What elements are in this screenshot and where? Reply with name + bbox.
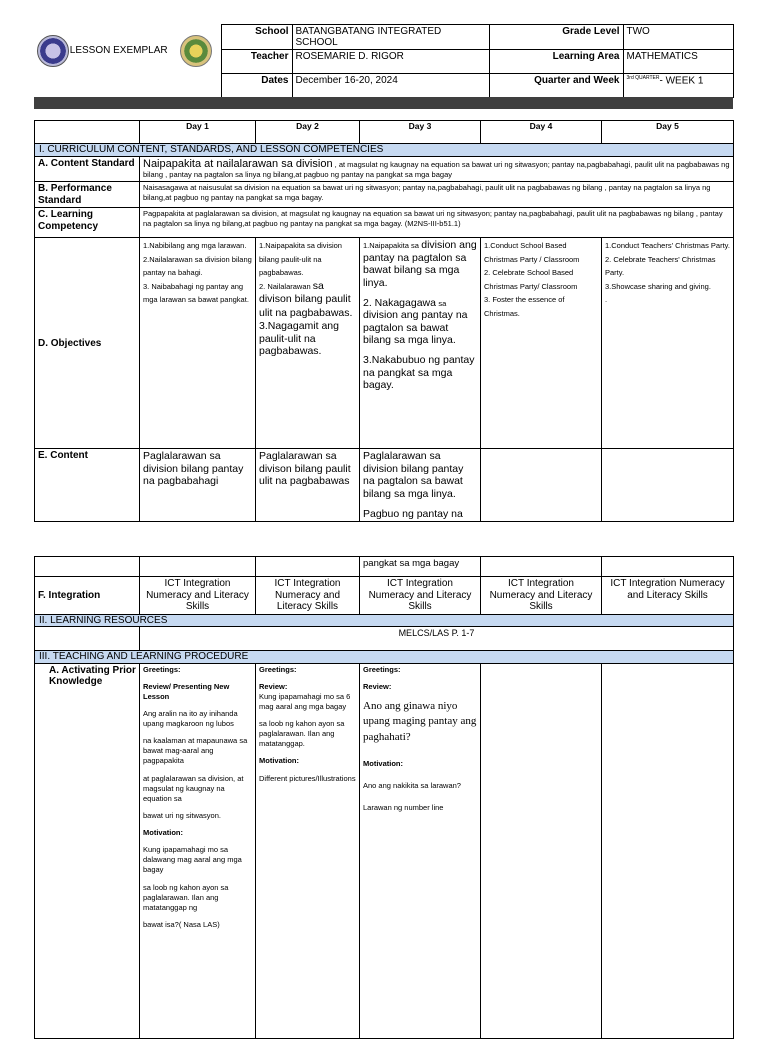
objective-day4-1: 1.Conduct School Based Christmas Party / Classroom [484,241,580,264]
d1-p7: bawat isa?( Nasa LAS) [143,919,220,929]
objectives-day5 [602,238,734,449]
continued-day2 [256,557,360,577]
activating-label: A. Activating Prior Knowledge [35,663,140,1038]
performance-standard-label: B. Performance Standard [35,182,140,208]
content-standard-label: A. Content Standard [35,156,140,182]
objectives-day1 [140,238,256,449]
learning-competency-value: Pagpapakita at paglalarawan sa division, at magsulat ng kaugnay na equation sa bawat uri ng sitwasyon; pantay na,pagbabahagi, paulit ulit na pagbabawas ng bilang , pantay na pagtalon sa linya ng bilang,at pagbuo ng pantay na pangkat sa mga bagay. (M2NS-III-b51.1) [140,208,734,238]
integration-day2: ICT Integration Numeracy and Literacy Skills [256,577,360,615]
teacher-value: ROSEMARIE D. RIGOR [292,50,489,74]
d3-p1: Ano ang nakikita sa larawan? [363,781,461,791]
objective-day3-1b: division ang pantay na pagtalon sa bawat bilang sa mga linya. [363,239,477,290]
d2-review: Review: [259,681,288,691]
section-curriculum-header: I. CURRICULUM CONTENT, STANDARDS, AND LESSON COMPETENCIES [35,144,734,157]
content-standard-rest: , at magsulat ng kaugnay na equation sa bawat uri ng sitwasyon; pantay na,pagbabahagi, paulit ulit na pagbabawas ng bilang , pantay na pagtalon sa linya ng bilang,at pagbuo ng pantay na pangkat sa mga bagay [143,159,730,180]
objectives-day3 [360,238,481,449]
quarter-rest: - WEEK 1 [659,75,704,87]
section-resources-header: II. LEARNING RESOURCES [35,614,734,627]
objective-day2-3: 3.Nagagamit ang paulit-ulit na pagbabawas. [259,320,339,358]
grade-level-label: Grade Level [489,25,623,50]
performance-standard-value: Naisasagawa at naisusulat sa division na equation sa bawat uri ng sitwasyon; pantay na,pagbabahagi, paulit ulit na pagbabawas ng bilang , pantay na pagtalon sa linya ng bilang,at pagbuo ng pantay na pangkat sa mga bagay. [140,182,734,208]
quarter-week-value [623,74,733,98]
objective-day5-1: 1.Conduct Teachers' Christmas Party. [605,241,730,251]
resources-label-cell [35,627,140,651]
content-day3 [360,449,481,522]
corner-cell [35,121,140,144]
content-standard-value [140,156,734,182]
d1-motivation: Motivation: [143,828,183,837]
integration-day4: ICT Integration Numeracy and Literacy Skills [481,577,602,615]
deped-seal-icon [37,35,69,67]
objective-day4-3: 3. Foster the essence of Christmas. [484,295,565,318]
objective-day5-4: . [605,295,608,305]
objective-day2-1: 1.Naipapakita sa division bilang paulit-ulit na pagbabawas. [259,241,342,278]
lesson-exemplar-title: LESSON EXEMPLAR [69,45,168,56]
activating-day3 [360,663,481,1038]
objective-day3-2b: sa [438,298,447,308]
learning-area-label: Learning Area [489,50,623,74]
continued-day5 [602,557,734,577]
d1-p3: at paglalarawan sa division, at magsulat ng kaugnay na equation sa [143,773,244,803]
d1-greetings: Greetings: [143,664,181,674]
quarter-week-label: Quarter and Week [489,74,623,98]
d2-p2: sa loob ng kahon ayon sa paglalarawan. Ilan ang matatanggap. [259,719,345,749]
integration-day1: ICT Integration Numeracy and Literacy Skills [140,577,256,615]
content-day2: Paglalarawan sa divison bilang paulit ulit na pagbabawas [256,449,360,522]
integration-label: F. Integration [35,577,140,615]
d1-p1: Ang aralin na ito ay inihanda upang magkaroon ng lubos [143,708,238,728]
objective-day3-1a: 1.Naipapakita sa [363,241,419,251]
objective-day1-3: 3. Naibabahagi ng pantay ang mga larawan sa bawat pangkat. [143,281,249,305]
day5-header: Day 5 [602,121,734,144]
day1-header: Day 1 [140,121,256,144]
objective-day3-3: 3.Nakabubuo ng pantay na pangkat sa mga bagay. [363,354,475,392]
content-standard-lead: Naipapakita at nailalarawan sa division [143,157,333,170]
learning-area-value: MATHEMATICS [623,50,733,74]
content-day4 [481,449,602,522]
school-value: BATANGBATANG INTEGRATED SCHOOL [292,25,489,50]
d1-p2: na kaalaman at mapaunawa sa bawat mag-aaral ang pagpapakita [143,736,248,766]
header-logo-area [34,25,221,98]
objective-day4-2: 2. Celebrate School Based Christmas Party/ Classroom [484,268,578,291]
d1-review: Review/ Presenting New Lesson [143,681,230,701]
school-label: School [221,25,292,50]
activating-day2 [256,663,360,1038]
content-day1: Paglalarawan sa division bilang pantay na pagbabahagi [140,449,256,522]
d1-p5: Kung ipapamahagi mo sa dalawang mag aaral ang mga bagay [143,845,242,875]
objectives-day4 [481,238,602,449]
d1-p4: bawat uri ng sitwasyon. [143,810,221,820]
dates-label: Dates [221,74,292,98]
day3-header: Day 3 [360,121,481,144]
school-seal-icon [180,35,212,67]
d3-greetings: Greetings: [363,664,401,674]
integration-day3: ICT Integration Numeracy and Literacy Skills [360,577,481,615]
objective-day2-2b: sa divison bilang paulit ulit na pagbabawas. [259,279,353,319]
dates-value: December 16-20, 2024 [292,74,489,98]
d3-motivation: Motivation: [363,758,403,768]
objective-day1-1: 1.Nabibilang ang mga larawan. [143,241,247,251]
lesson-table-part1 [34,120,734,522]
objective-day1-2: 2.Nailalarawan sa division bilang pantay na bahagi. [143,254,252,278]
d2-p1: Kung ipapamahagi mo sa 6 mag aaral ang mga bagay [259,691,351,711]
objective-day3-2a: 2. Nakagagawa [363,296,436,309]
continued-day4 [481,557,602,577]
activating-day4 [481,663,602,1038]
objective-day5-2: 2. Celebrate Teachers' Christmas Party. [605,254,716,278]
resources-value: MELCS/LAS P. 1-7 [140,627,734,651]
activating-day5 [602,663,734,1038]
objectives-day2 [256,238,360,449]
section-procedure-header: III. TEACHING AND LEARNING PROCEDURE [35,651,734,664]
content-day3-a: Paglalarawan sa division bilang pantay na pagtalon sa bawat bilang sa mga linya. [363,450,464,501]
content-day3-c: pangkat sa mga bagay [360,557,481,577]
objectives-label: D. Objectives [35,238,140,449]
d3-review: Review: [363,681,392,691]
objective-day5-3: 3.Showcase sharing and giving. [605,281,711,291]
learning-competency-label: C. Learning Competency [35,208,140,238]
d3-p2: Larawan ng number line [363,803,444,813]
objective-day2-2a: 2. Nailalarawan [259,281,311,291]
d1-p6: sa loob ng kahon ayon sa paglalarawan. Ilan ang matatanggap ng [143,882,229,912]
activating-day1 [140,663,256,1038]
grade-level-value: TWO [623,25,733,50]
objective-day3-2c: division ang pantay na pagtalon sa bawat bilang sa mga linya. [363,309,468,347]
day2-header: Day 2 [256,121,360,144]
d2-motivation: Motivation: [259,756,299,766]
continued-day1 [140,557,256,577]
teacher-label: Teacher [221,50,292,74]
d3-question: Ano ang ginawa niyo upang maging pantay ang paghahati? [363,699,477,743]
header-table [34,24,734,98]
lesson-table-part2 [34,556,734,1039]
content-day3-b: Pagbuo ng pantay na [363,507,463,520]
d2-greetings: Greetings: [259,664,297,674]
content-day5 [602,449,734,522]
integration-day5: ICT Integration Numeracy and Literacy Skills [602,577,734,615]
day4-header: Day 4 [481,121,602,144]
continued-label-cell [35,557,140,577]
header-divider-bar [34,97,733,109]
d2-p3: Different pictures/Illustrations [259,773,356,783]
content-label: E. Content [35,449,140,522]
quarter-sup: 3rd QUARTER [626,75,660,81]
